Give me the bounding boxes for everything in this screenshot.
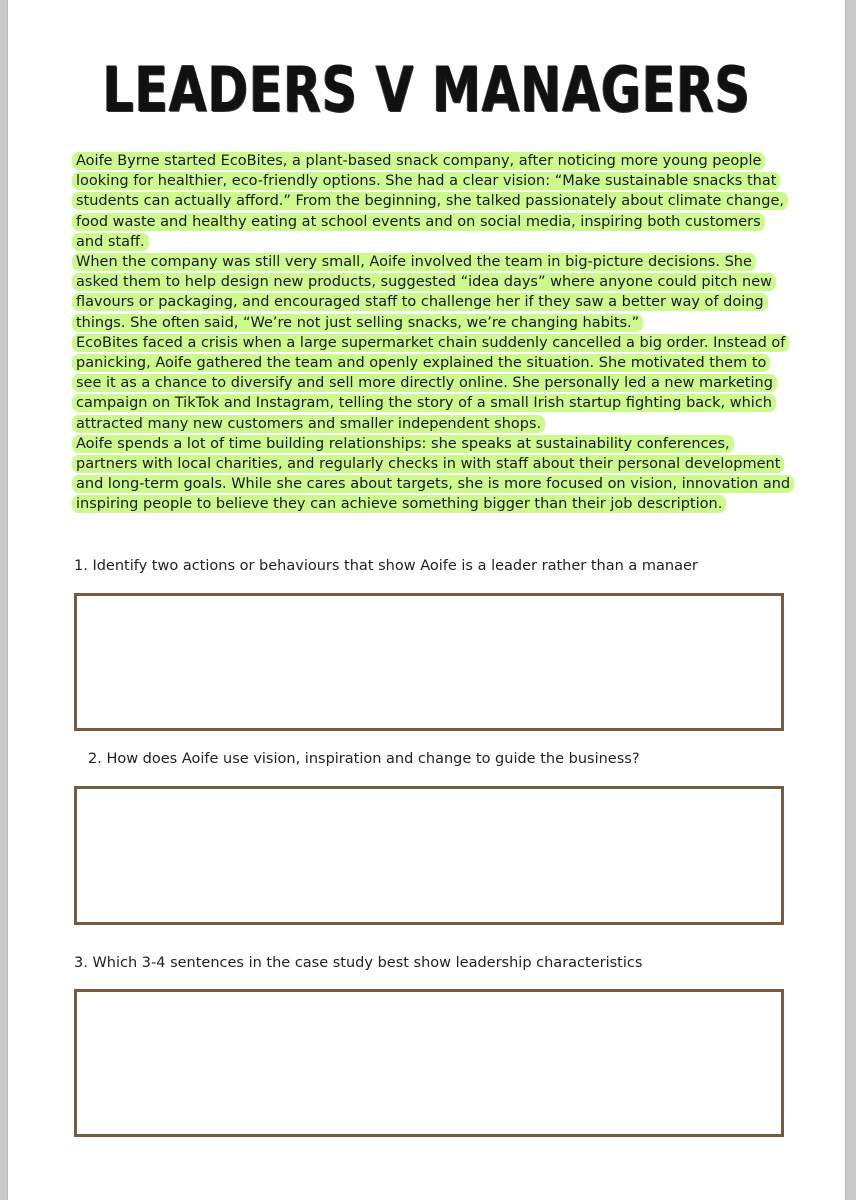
worksheet-page (8, 0, 845, 1200)
case-study-paragraph (72, 333, 792, 434)
highlighted-text: When the company was still very small, Aoife involved the team in big-picture decisions. She asked them to help design new products, suggested “idea days” where anyone could pitch new flavours or packaging, and encouraged staff to challenge her if they saw a better way of doing things. She often said, “We’re not just selling snacks, we’re changing habits.” (72, 253, 776, 332)
question-3: 3. Which 3-4 sentences in the case study best show leadership characteristics (74, 955, 643, 971)
case-study-paragraph (72, 434, 792, 515)
highlighted-text: EcoBites faced a crisis when a large supermarket chain suddenly cancelled a big order. Instead of panicking, Aoife gathered the team and openly explained the situation. She motivated them to see it as a chance to diversify and sell more directly online. She personally led a new marketing campaign on TikTok and Instagram, telling the story of a small Irish startup fighting back, which attracted many new customers and smaller independent shops. (72, 334, 789, 433)
highlighted-text: Aoife Byrne started EcoBites, a plant-based snack company, after noticing more young people looking for healthier, eco-friendly options. She had a clear vision: “Make sustainable snacks that students can actually afford.” From the beginning, she talked passionately about climate change, food waste and healthy eating at school events and on social media, inspiring both customers and staff. (72, 152, 788, 251)
answer-box-1[interactable] (74, 593, 784, 731)
question-1: 1. Identify two actions or behaviours that show Aoife is a leader rather than a manaer (74, 558, 698, 574)
case-study-paragraph (72, 151, 792, 252)
case-study-paragraph (72, 252, 792, 333)
page-title: LEADERS V MANAGERS (102, 53, 751, 126)
highlighted-text: Aoife spends a lot of time building relationships: she speaks at sustainability conferences, partners with local charities, and regularly checks in with staff about their personal development and long-term goals. While she cares about targets, she is more focused on vision, innovation and inspiring people to believe they can achieve something bigger than their job description. (72, 435, 794, 514)
answer-box-3[interactable] (74, 989, 784, 1137)
question-2: 2. How does Aoife use vision, inspiration and change to guide the business? (88, 751, 640, 767)
case-study-text (72, 151, 792, 515)
answer-box-2[interactable] (74, 786, 784, 925)
